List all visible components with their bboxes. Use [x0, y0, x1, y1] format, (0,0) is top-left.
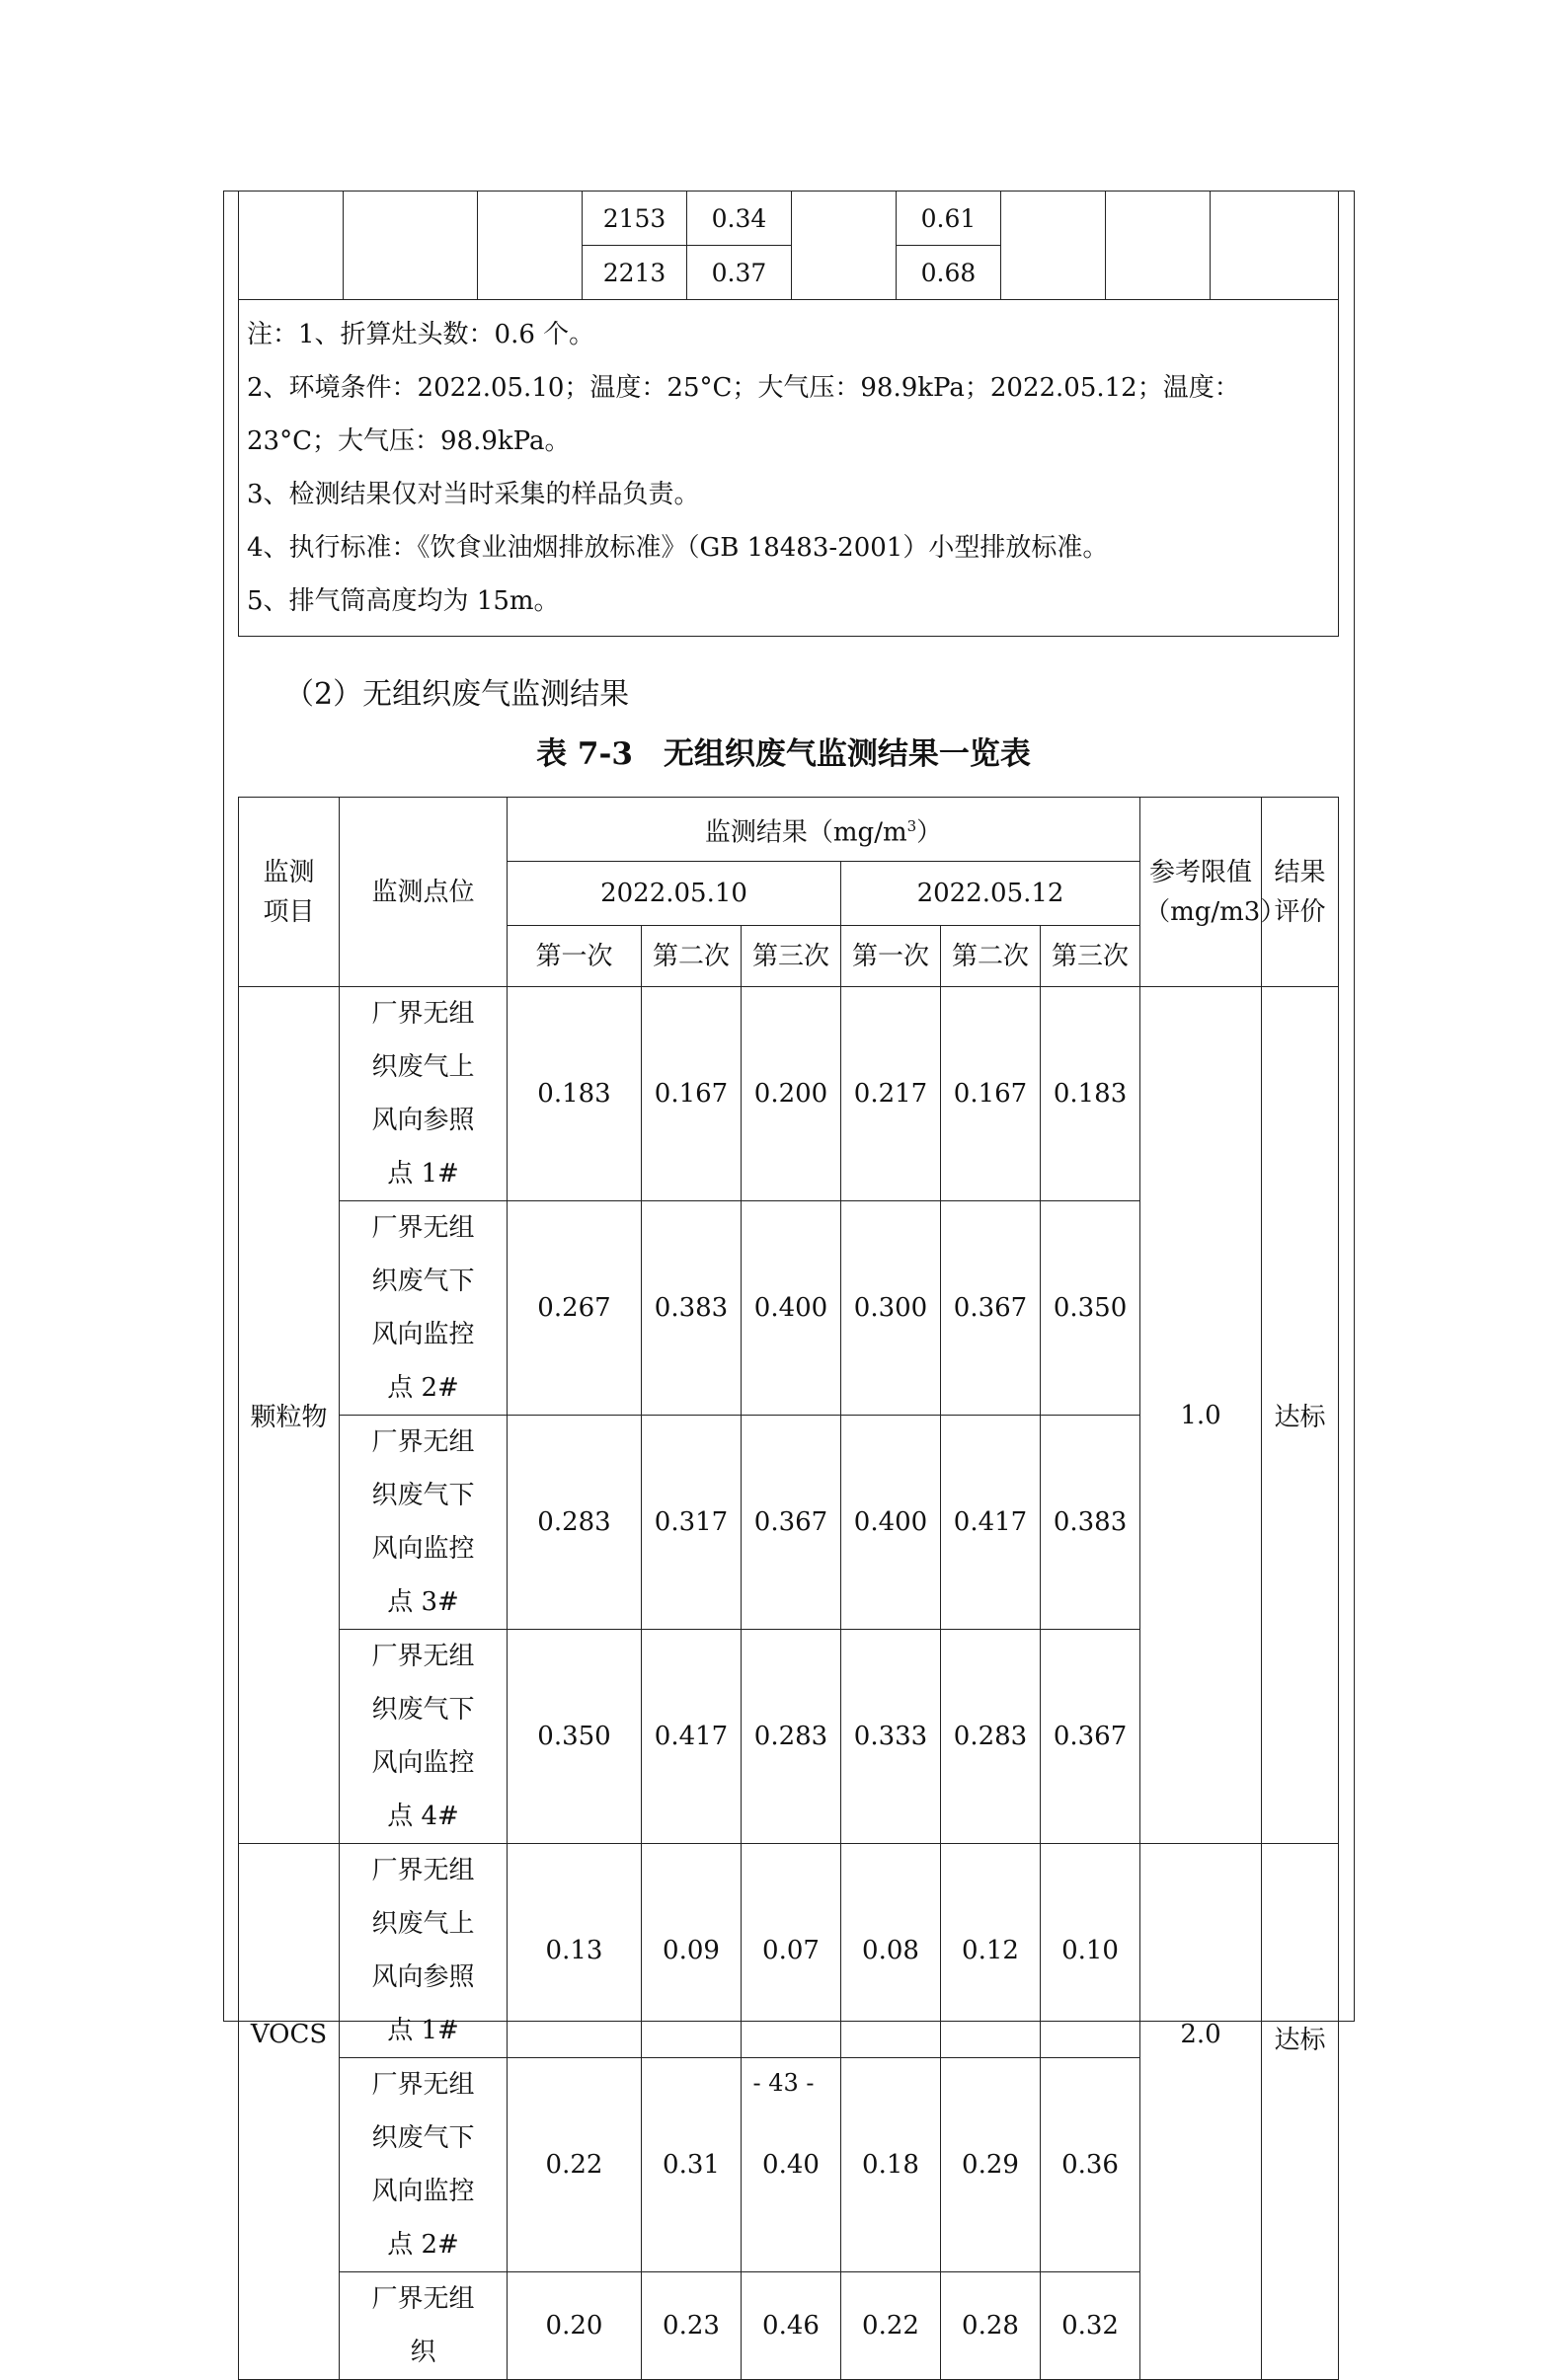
- header-time: 第二次: [941, 926, 1041, 987]
- value-cell: 0.167: [642, 987, 742, 1201]
- value-cell: 0.383: [642, 1201, 742, 1416]
- value-cell: 0.07: [742, 1844, 841, 2058]
- value-cell: 0.36: [1041, 2058, 1140, 2272]
- note-line: 4、执行标准：《饮食业油烟排放标准》（GB 18483-2001）小型排放标准。: [247, 533, 1109, 563]
- value-cell: 0.283: [508, 1416, 642, 1630]
- value-cell: 0.31: [642, 2058, 742, 2272]
- evaluation-cell: 达标: [1262, 1844, 1339, 2380]
- value-cell: 0.22: [841, 2272, 941, 2380]
- value-cell: 0.183: [1041, 987, 1140, 1201]
- value-cell: 0.22: [508, 2058, 642, 2272]
- table-row: [239, 1844, 1339, 2058]
- value-cell: 0.283: [742, 1630, 841, 1844]
- header-date: 2022.05.10: [508, 862, 841, 926]
- note-line: 5、排气筒高度均为 15m。: [247, 586, 560, 616]
- section-heading: （2）无组织废气监测结果: [284, 677, 630, 712]
- value-cell: 0.267: [508, 1201, 642, 1416]
- evaluation-cell: 达标: [1262, 987, 1339, 1844]
- value-cell: 0.417: [941, 1416, 1041, 1630]
- value-cell: 0.29: [941, 2058, 1041, 2272]
- location-cell: 厂界无组织: [340, 2272, 508, 2380]
- page-number: - 43 -: [752, 2069, 815, 2097]
- value-cell: 0.217: [841, 987, 941, 1201]
- item-cell: 颗粒物: [239, 987, 340, 1844]
- note-line: 3、检测结果仅对当时采集的样品负责。: [247, 480, 700, 509]
- value-cell: 0.18: [841, 2058, 941, 2272]
- location-cell: 厂界无组织废气下风向监控点 3#: [340, 1416, 508, 1630]
- value-cell: 0.350: [508, 1630, 642, 1844]
- value-cell: 0.32: [1041, 2272, 1140, 2380]
- notes-row: [239, 300, 1339, 637]
- value-cell: 0.300: [841, 1201, 941, 1416]
- header-limit: 参考限值（mg/m3）: [1140, 798, 1262, 987]
- header-item: 监测项目: [239, 798, 340, 987]
- value-cell: 0.400: [841, 1416, 941, 1630]
- value-cell: 0.40: [742, 2058, 841, 2272]
- value-cell: 0.13: [508, 1844, 642, 2058]
- header-location: 监测点位: [340, 798, 508, 987]
- header-time: 第一次: [841, 926, 941, 987]
- location-cell: 厂界无组织废气上风向参照点 1#: [340, 987, 508, 1201]
- value-cell: 0.367: [742, 1416, 841, 1630]
- table-cell: 0.61: [897, 192, 1001, 246]
- value-cell: 0.417: [642, 1630, 742, 1844]
- limit-cell: 2.0: [1140, 1844, 1262, 2380]
- table-row: [239, 192, 1339, 246]
- header-time: 第三次: [742, 926, 841, 987]
- value-cell: 0.183: [508, 987, 642, 1201]
- notes-cell: [239, 300, 1339, 637]
- value-cell: 0.12: [941, 1844, 1041, 2058]
- value-cell: 0.167: [941, 987, 1041, 1201]
- value-cell: 0.46: [742, 2272, 841, 2380]
- value-cell: 0.333: [841, 1630, 941, 1844]
- location-cell: 厂界无组织废气下风向监控点 2#: [340, 1201, 508, 1416]
- header-time: 第一次: [508, 926, 642, 987]
- location-cell: 厂界无组织废气下风向监控点 2#: [340, 2058, 508, 2272]
- monitoring-results-table: [238, 797, 1339, 2380]
- value-cell: 0.367: [941, 1201, 1041, 1416]
- value-cell: 0.08: [841, 1844, 941, 2058]
- header-time: 第三次: [1041, 926, 1140, 987]
- value-cell: 0.10: [1041, 1844, 1140, 2058]
- continued-table: [238, 191, 1339, 637]
- value-cell: 0.383: [1041, 1416, 1140, 1630]
- value-cell: 0.400: [742, 1201, 841, 1416]
- header-row: [239, 798, 1339, 862]
- item-cell: VOCS: [239, 1844, 340, 2380]
- header-evaluation: 结果评价: [1262, 798, 1339, 987]
- value-cell: 0.23: [642, 2272, 742, 2380]
- limit-cell: 1.0: [1140, 987, 1262, 1844]
- header-results: 监测结果$(mg/m^3)$: [508, 798, 1140, 862]
- value-cell: 0.20: [508, 2272, 642, 2380]
- table-cell: 2153: [583, 192, 687, 246]
- note-line: 注：1、折算灶头数：0.6 个。: [247, 320, 595, 349]
- table-caption: 表 7-3 无组织废气监测结果一览表: [536, 736, 1031, 772]
- value-cell: 0.09: [642, 1844, 742, 2058]
- note-line: 2、环境条件：2022.05.10；温度：25°C；大气压：98.9kPa；2022.05.12；温度：23°C；大气压：98.9kPa。: [247, 373, 1240, 456]
- table-cell: 0.37: [687, 246, 792, 300]
- value-cell: 0.367: [1041, 1630, 1140, 1844]
- header-time: 第二次: [642, 926, 742, 987]
- table-cell: 0.68: [897, 246, 1001, 300]
- table-row: [239, 987, 1339, 1201]
- header-date: 2022.05.12: [841, 862, 1140, 926]
- value-cell: 0.200: [742, 987, 841, 1201]
- value-cell: 0.317: [642, 1416, 742, 1630]
- table-cell: 2213: [583, 246, 687, 300]
- value-cell: 0.28: [941, 2272, 1041, 2380]
- location-cell: 厂界无组织废气下风向监控点 4#: [340, 1630, 508, 1844]
- value-cell: 0.283: [941, 1630, 1041, 1844]
- location-cell: 厂界无组织废气上风向参照点 1#: [340, 1844, 508, 2058]
- table-cell: 0.34: [687, 192, 792, 246]
- value-cell: 0.350: [1041, 1201, 1140, 1416]
